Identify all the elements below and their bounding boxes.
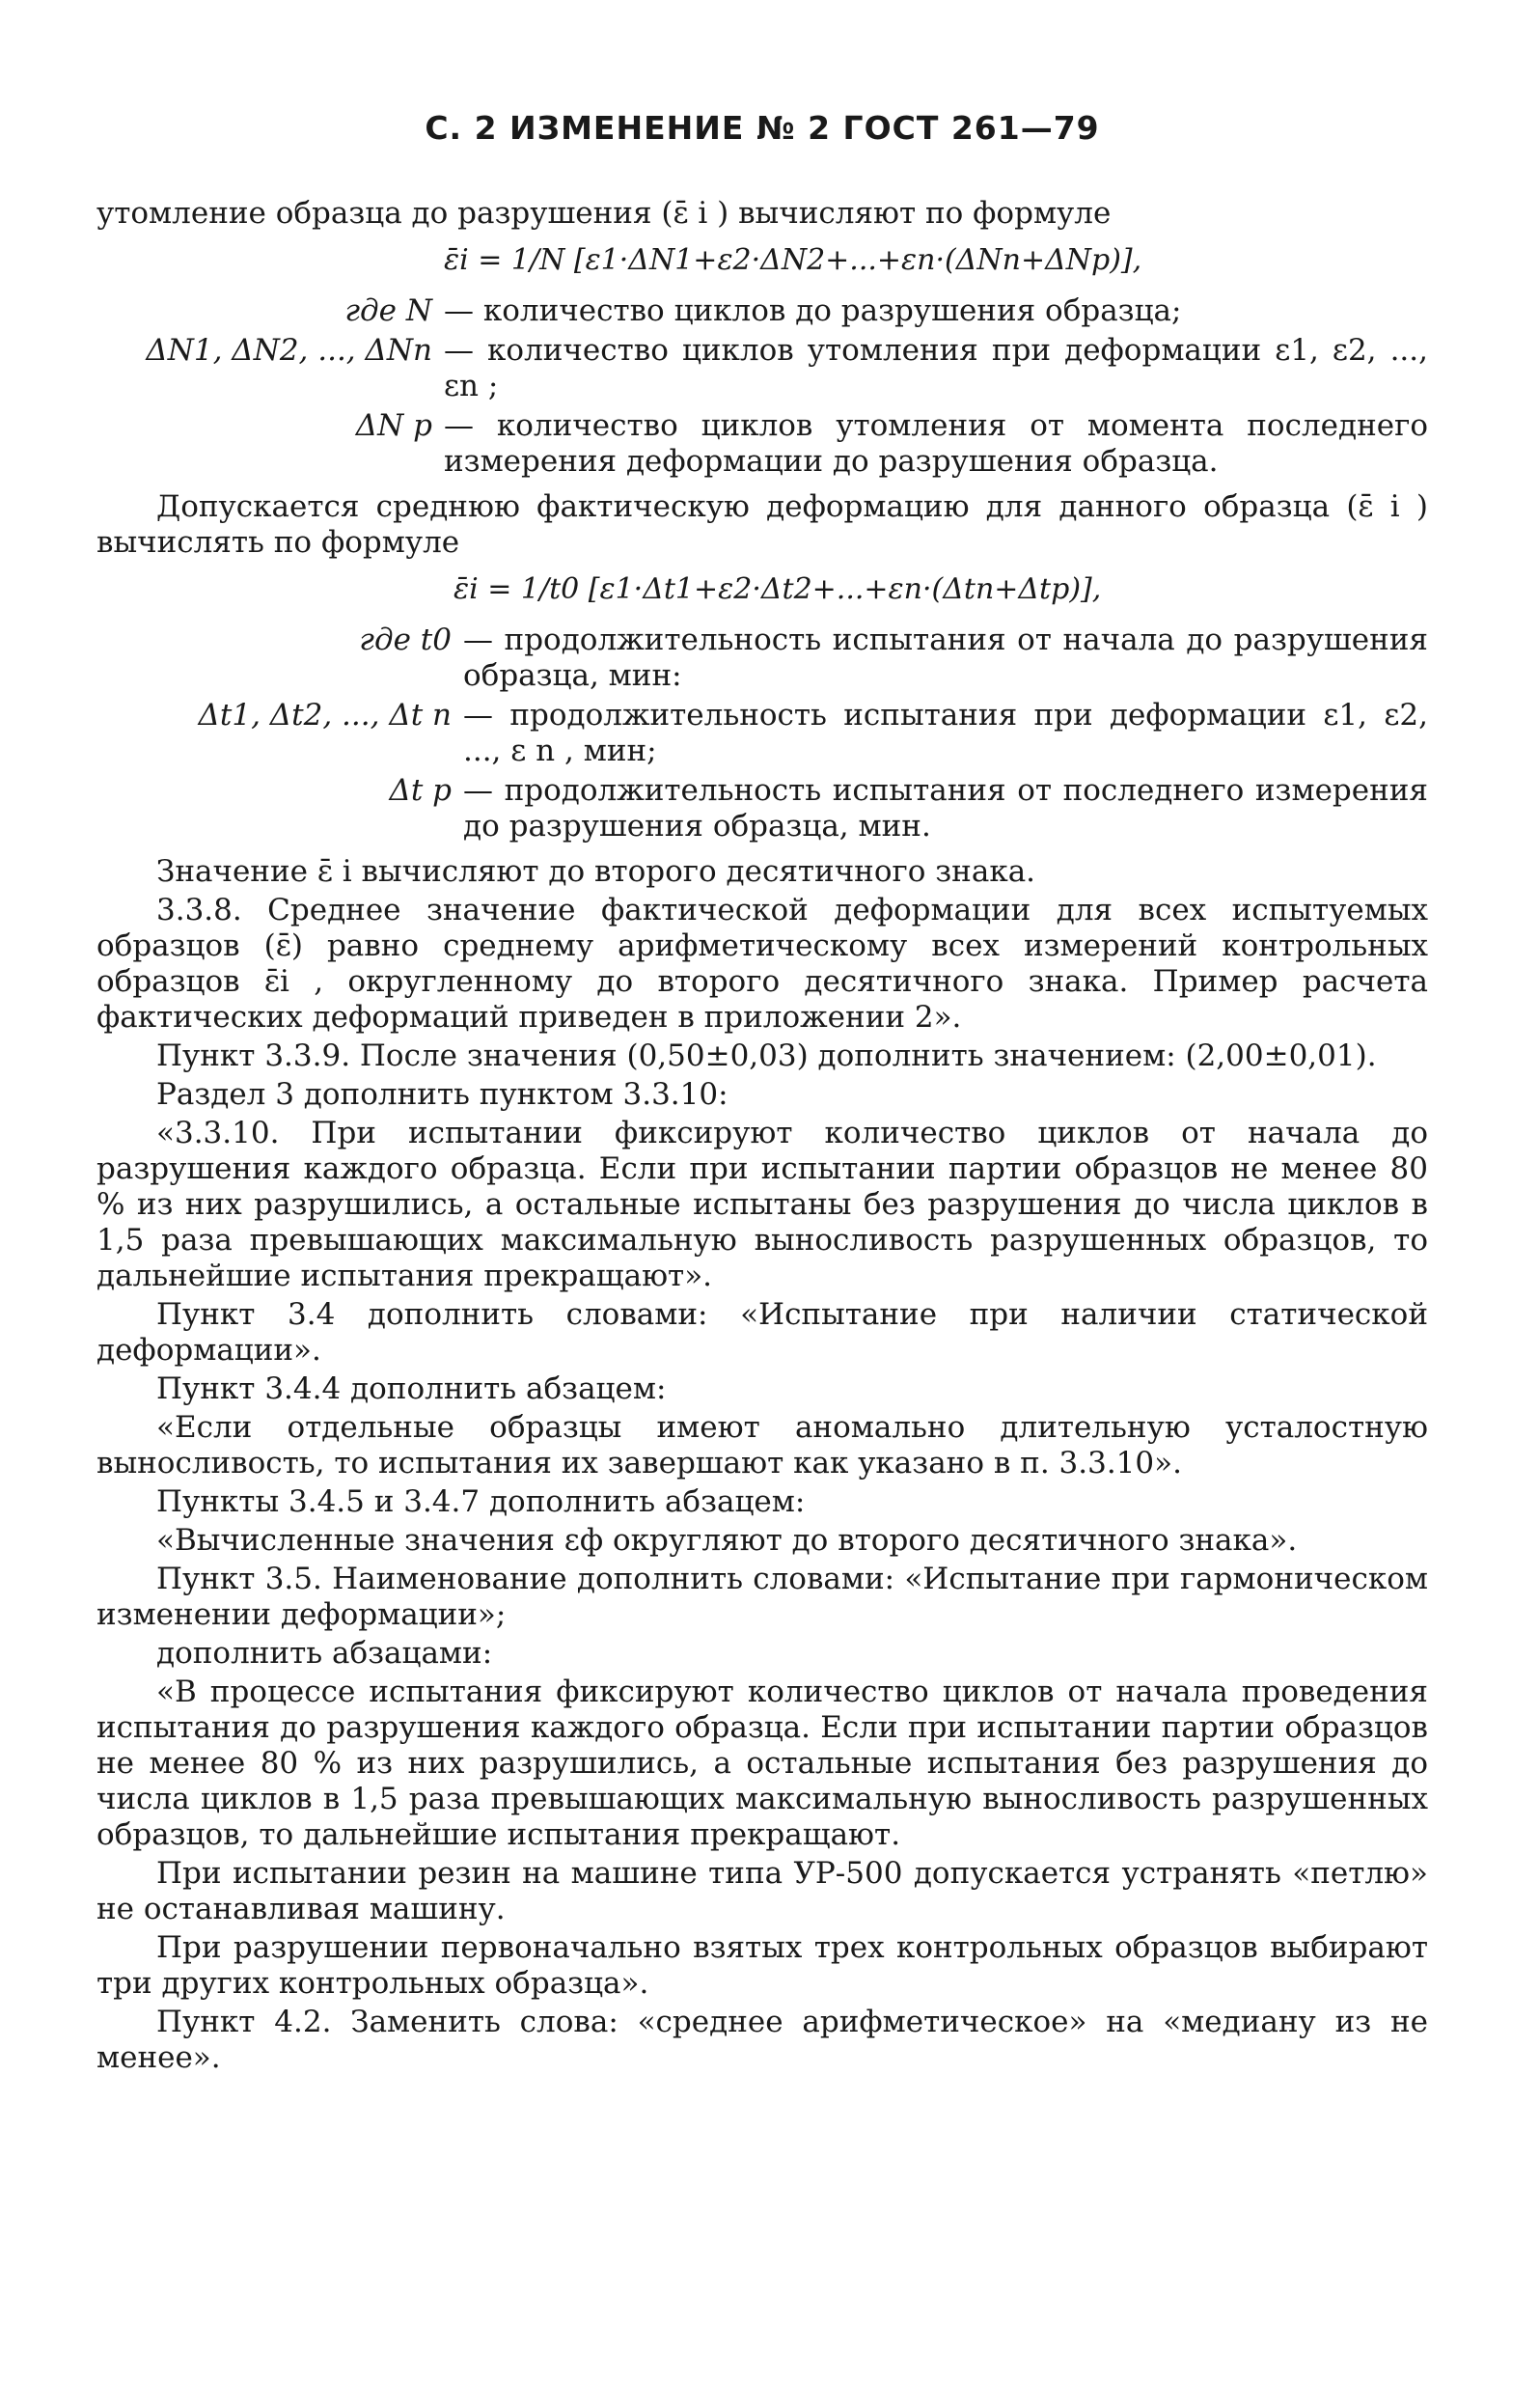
document-page bbox=[96, 97, 1428, 2079]
paragraph-precision-note: Значение ε̄ i вычисляют до второго десятичного знака. bbox=[156, 854, 1036, 889]
paragraph-3-4-4: Пункт 3.4.4 дополнить абзацем: bbox=[156, 1371, 667, 1406]
definition-text: — количество циклов утомления от момента последнего измерения деформации до разрушения образца. bbox=[444, 408, 1428, 479]
paragraph-3-5-quote-1: «В процессе испытания фиксируют количество циклов от начала проведения испытания до разрушения каждого образца. Если при испытании партии образцов не менее 80 % из них разрушились, а остальные испытания без разрушения до числа циклов в 1,5 раза превышающих максимальную выносливость разрушенных образцов, то дальнейшие испытания прекращают. bbox=[96, 1675, 1428, 1852]
definition-text: — количество циклов до разрушения образца; bbox=[444, 293, 1182, 328]
paragraph-3-4-4-quote: «Если отдельные образцы имеют аномально длительную усталостную выносливость, то испытания их завершают как указано в п. 3.3.10». bbox=[96, 1410, 1428, 1481]
definition-text: — продолжительность испытания от последнего измерения до разрушения образца, мин. bbox=[463, 773, 1428, 844]
definition-text: — продолжительность испытания от начала до разрушения образца, мин: bbox=[463, 623, 1428, 693]
definition-item bbox=[96, 408, 1428, 480]
definition-symbol: где t0 bbox=[359, 623, 452, 657]
page-header: С. 2 ИЗМЕНЕНИЕ № 2 ГОСТ 261—79 bbox=[425, 109, 1100, 147]
definition-list-1 bbox=[96, 293, 1428, 480]
paragraph-3-5-quote-2: При испытании резин на машине типа УР-500 допускается устранять «петлю» не останавливая машину. bbox=[96, 1856, 1428, 1926]
definition-text: — количество циклов утомления при деформации ε1, ε2, ..., εn ; bbox=[444, 333, 1428, 403]
definition-symbol: ΔN1, ΔN2, ..., ΔNn bbox=[146, 333, 432, 368]
paragraph-4-2: Пункт 4.2. Заменить слова: «среднее арифметическое» на «медиану из не менее». bbox=[96, 2005, 1428, 2075]
intro-paragraph-1: утомление образца до разрушения (ε̄ i ) вычисляют по формуле bbox=[96, 196, 1112, 231]
intro-paragraph-2: Допускается среднюю фактическую деформацию для данного образца (ε̄ i ) вычислять по формуле bbox=[96, 489, 1428, 560]
paragraph-3-5: Пункт 3.5. Наименование дополнить словами: «Испытание при гармоническом изменении деформации»; bbox=[96, 1562, 1428, 1632]
formula-fatigue-deformation: ε̄i = 1/N [ε1·ΔN1+ε2·ΔN2+...+εn·(ΔNn+ΔNp)], bbox=[444, 243, 1142, 277]
definition-symbol: где N bbox=[344, 293, 432, 328]
definition-item bbox=[96, 698, 1428, 769]
paragraph-section-3-add: Раздел 3 дополнить пунктом 3.3.10: bbox=[156, 1077, 728, 1112]
definition-symbol: ΔN p bbox=[355, 408, 432, 443]
paragraph-3-5-add: дополнить абзацами: bbox=[156, 1636, 493, 1671]
paragraph-3-5-quote-3: При разрушении первоначально взятых трех контрольных образцов выбирают три других контрольных образца». bbox=[96, 1930, 1428, 2001]
definition-item bbox=[96, 293, 1428, 329]
paragraph-3-4-5: Пункты 3.4.5 и 3.4.7 дополнить абзацем: bbox=[156, 1484, 806, 1519]
definition-symbol: Δt1, Δt2, ..., Δt n bbox=[198, 698, 452, 733]
definition-list-2 bbox=[96, 623, 1428, 844]
paragraph-3-4-5-quote: «Вычисленные значения εф округляют до второго десятичного знака». bbox=[156, 1523, 1298, 1558]
paragraph-3-3-9: Пункт 3.3.9. После значения (0,50±0,03) дополнить значением: (2,00±0,01). bbox=[156, 1038, 1377, 1073]
paragraph-3-3-8: 3.3.8. Среднее значение фактической деформации для всех испытуемых образцов (ε̄) равно среднему арифметическому всех измерений контрольных образцов ε̄i , округленному до второго десятичного знака. Пример расчета фактических деформаций приведен в приложении 2». bbox=[96, 893, 1428, 1035]
definition-item bbox=[96, 623, 1428, 694]
definition-item bbox=[96, 333, 1428, 404]
paragraph-3-4: Пункт 3.4 дополнить словами: «Испытание при наличии статической деформации». bbox=[96, 1297, 1428, 1368]
definition-text: — продолжительность испытания при деформации ε1, ε2, ..., ε n , мин; bbox=[463, 698, 1428, 768]
paragraph-3-3-10: «3.3.10. При испытании фиксируют количество циклов от начала до разрушения каждого образца. Если при испытании партии образцов не менее 80 % из них разрушились, а остальные испытаны без разрушения до числа циклов в 1,5 раза превышающих максимальную выносливость разрушенных образцов, то дальнейшие испытания прекращают». bbox=[96, 1116, 1428, 1293]
definition-item bbox=[96, 773, 1428, 844]
definition-symbol: Δt p bbox=[389, 773, 452, 808]
formula-time-deformation: ε̄i = 1/t0 [ε1·Δt1+ε2·Δt2+...+εn·(Δtn+Δtp)], bbox=[453, 572, 1102, 606]
